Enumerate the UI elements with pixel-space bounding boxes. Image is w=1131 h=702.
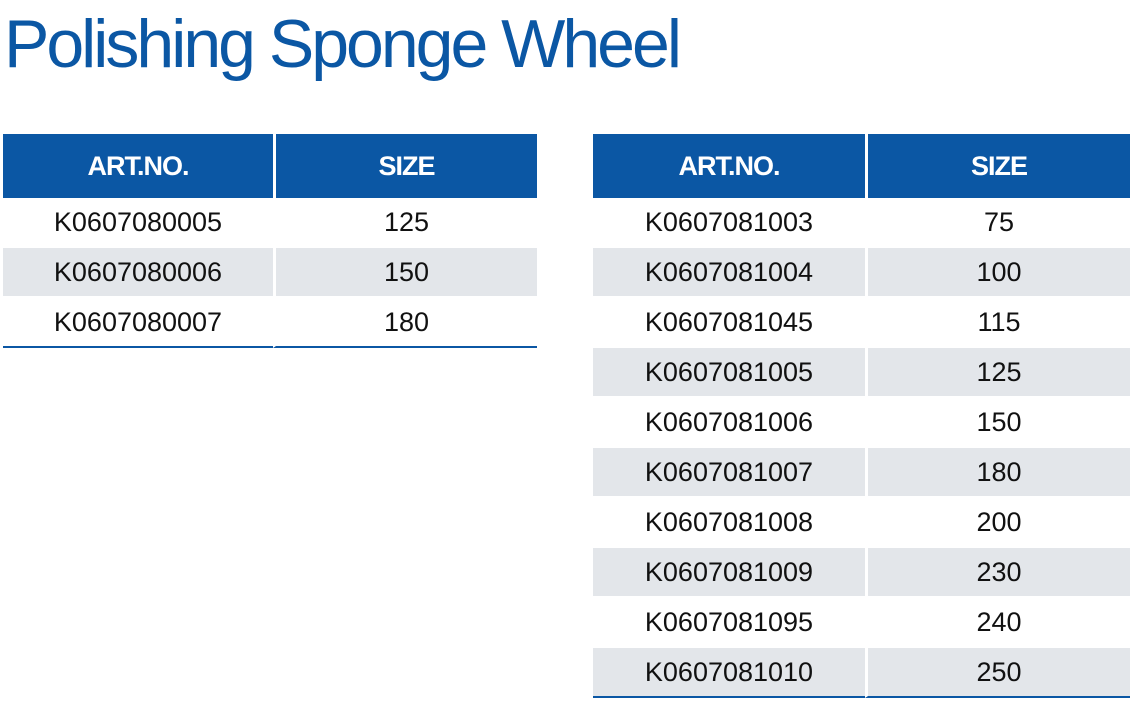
- art-no-cell: K0607080007: [3, 298, 273, 348]
- table-row: [593, 298, 1130, 348]
- size-cell: 125: [865, 348, 1130, 398]
- art-no-cell: K0607081008: [593, 498, 865, 548]
- art-no-cell: K0607081009: [593, 548, 865, 598]
- art-no-cell: K0607081095: [593, 598, 865, 648]
- table-header-row: [3, 134, 537, 198]
- size-cell: 250: [865, 648, 1130, 698]
- column-header-size: SIZE: [865, 134, 1130, 198]
- column-header-art-no: ART.NO.: [3, 134, 273, 198]
- art-no-cell: K0607081045: [593, 298, 865, 348]
- size-cell: 125: [273, 198, 537, 248]
- size-cell: 230: [865, 548, 1130, 598]
- table-row: [593, 598, 1130, 648]
- size-cell: 240: [865, 598, 1130, 648]
- spec-table-left: [3, 134, 537, 348]
- table-row: [3, 298, 537, 348]
- table-row: [3, 198, 537, 248]
- size-cell: 180: [273, 298, 537, 348]
- art-no-cell: K0607081007: [593, 448, 865, 498]
- size-cell: 150: [865, 398, 1130, 448]
- size-cell: 180: [865, 448, 1130, 498]
- table-row: [593, 398, 1130, 448]
- table-row: [593, 498, 1130, 548]
- spec-table-right: [593, 134, 1130, 698]
- table-header-row: [593, 134, 1130, 198]
- table-row: [593, 548, 1130, 598]
- table-row: [593, 448, 1130, 498]
- size-cell: 75: [865, 198, 1130, 248]
- art-no-cell: K0607081003: [593, 198, 865, 248]
- art-no-cell: K0607081010: [593, 648, 865, 698]
- size-cell: 200: [865, 498, 1130, 548]
- size-cell: 100: [865, 248, 1130, 298]
- size-cell: 115: [865, 298, 1130, 348]
- art-no-cell: K0607081005: [593, 348, 865, 398]
- size-cell: 150: [273, 248, 537, 298]
- table-row: [593, 248, 1130, 298]
- table-row: [593, 198, 1130, 248]
- column-header-art-no: ART.NO.: [593, 134, 865, 198]
- page-title: Polishing Sponge Wheel: [4, 6, 679, 82]
- table-row: [3, 248, 537, 298]
- art-no-cell: K0607081006: [593, 398, 865, 448]
- art-no-cell: K0607081004: [593, 248, 865, 298]
- table-row: [593, 648, 1130, 698]
- art-no-cell: K0607080006: [3, 248, 273, 298]
- table-row: [593, 348, 1130, 398]
- art-no-cell: K0607080005: [3, 198, 273, 248]
- column-header-size: SIZE: [273, 134, 537, 198]
